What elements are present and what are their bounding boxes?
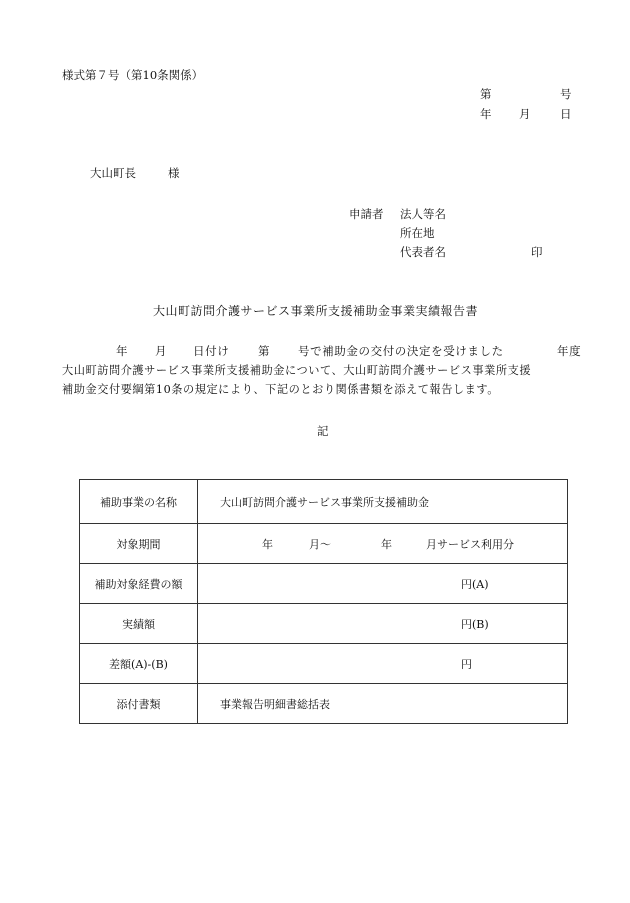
body-fiscal-year: 年度 — [557, 344, 582, 358]
ki-mark: 記 — [317, 424, 329, 438]
addressee-name: 大山町長 — [90, 166, 136, 180]
table-row — [80, 604, 568, 644]
row-value-subsidy-cost — [198, 564, 568, 604]
table-row — [80, 564, 568, 604]
body-line-3: 補助金交付要綱第10条の規定により、下記のとおり関係書類を添えて報告します。 — [62, 383, 499, 396]
row-label-difference: 差額(A)-(B) — [80, 644, 198, 684]
row-label-attachments: 添付書類 — [80, 684, 198, 724]
addressee-honorific: 様 — [168, 166, 180, 180]
row-value-difference — [198, 644, 568, 684]
body-line-2: 大山町訪問介護サービス事業所支援補助金について、大山町訪問介護サービス事業所支援 — [62, 364, 532, 377]
yen-b: 円(B) — [461, 617, 489, 631]
yen-diff: 円 — [461, 657, 472, 671]
yen-a: 円(A) — [461, 577, 489, 591]
date-month: 月 — [519, 107, 531, 121]
row-label-actual-amount: 実績額 — [80, 604, 198, 644]
row-value-attachments: 事業報告明細書総括表 — [198, 684, 568, 724]
doc-no-suffix: 号 — [560, 87, 572, 101]
applicant-corp-name: 法人等名 — [400, 207, 446, 221]
row-label-project-name: 補助事業の名称 — [80, 480, 198, 524]
body-decision: 号で補助金の交付の決定を受けました — [298, 344, 504, 358]
table-row — [80, 480, 568, 524]
body-month: 月 — [155, 344, 168, 358]
table-row — [80, 684, 568, 724]
form-number: 様式第７号（第10条関係） — [62, 68, 204, 82]
period-month-1: 月～ — [309, 537, 331, 551]
body-no: 第 — [258, 344, 271, 358]
period-month-2: 月サービス利用分 — [426, 537, 514, 551]
date-day: 日 — [560, 107, 572, 121]
seal-mark: 印 — [531, 245, 543, 259]
body-year: 年 — [116, 344, 129, 358]
row-label-period: 対象期間 — [80, 524, 198, 564]
row-value-period — [198, 524, 568, 564]
applicant-address: 所在地 — [400, 226, 435, 240]
doc-no-prefix: 第 — [480, 87, 492, 101]
body-day: 日付け — [193, 344, 230, 358]
table-row — [80, 644, 568, 684]
row-value-project-name: 大山町訪問介護サービス事業所支援補助金 — [198, 480, 568, 524]
date-year: 年 — [480, 107, 492, 121]
report-table — [79, 479, 568, 724]
table-row — [80, 524, 568, 564]
period-year-1: 年 — [262, 537, 273, 551]
document-title: 大山町訪問介護サービス事業所支援補助金事業実績報告書 — [153, 304, 479, 318]
applicant-label: 申請者 — [349, 207, 384, 221]
row-value-actual-amount — [198, 604, 568, 644]
period-year-2: 年 — [381, 537, 392, 551]
row-label-subsidy-cost: 補助対象経費の額 — [80, 564, 198, 604]
applicant-rep-name: 代表者名 — [400, 245, 446, 259]
